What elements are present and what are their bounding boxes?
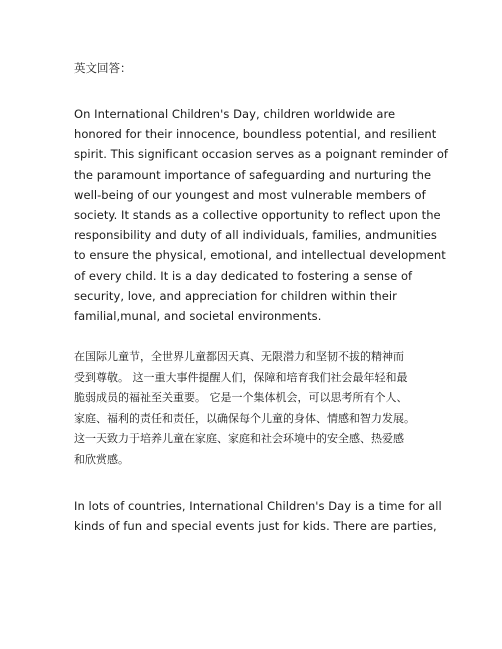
- text-line: 和欣赏感。: [74, 452, 129, 466]
- chinese-paragraph-1: [74, 347, 434, 470]
- text-line: well-being of our youngest and most vulnerable members of: [74, 187, 426, 202]
- text-line: society. It stands as a collective opportunity to reflect upon the: [74, 208, 441, 223]
- text-line: of every child. It is a day dedicated to fostering a sense of: [74, 268, 413, 283]
- text-line: 家庭、福利的责任和责任，以确保每个儿童的身体、情感和智力发展。: [74, 411, 415, 425]
- text-line: 这一天致力于培养儿童在家庭、家庭和社会环境中的安全感、热爱感: [74, 432, 404, 446]
- text-line: responsibility and duty of all individuals, families, andmunities: [74, 228, 437, 243]
- english-paragraph-1: [74, 104, 449, 326]
- text-line: In lots of countries, International Children's Day is a time for all: [74, 499, 442, 514]
- text-line: the paramount importance of safeguarding and nurturing the: [74, 167, 432, 182]
- text-line: 在国际儿童节，全世界儿童都因天真、无限潜力和坚韧不拔的精神而: [74, 350, 404, 364]
- document-page: [74, 58, 449, 537]
- text-line: familial,munal, and societal environments.: [74, 309, 322, 324]
- text-line: 受到尊敬。 这一重大事件提醒人们，保障和培育我们社会最年轻和最: [74, 370, 408, 384]
- section-heading: 英文回答：: [74, 61, 132, 75]
- text-line: to ensure the physical, emotional, and intellectual development: [74, 248, 446, 263]
- text-line: kinds of fun and special events just for kids. There are parties,: [74, 519, 437, 534]
- text-line: spirit. This significant occasion serves as a poignant reminder of: [74, 147, 449, 162]
- text-line: On International Children's Day, children worldwide are: [74, 107, 396, 121]
- english-paragraph-2: [74, 496, 442, 536]
- text-line: security, love, and appreciation for children within their: [74, 288, 397, 303]
- text-line: 脆弱成员的福祉至关重要。 它是一个集体机会，可以思考所有个人、: [74, 391, 408, 405]
- text-line: honored for their innocence, boundless potential, and resilient: [74, 127, 437, 142]
